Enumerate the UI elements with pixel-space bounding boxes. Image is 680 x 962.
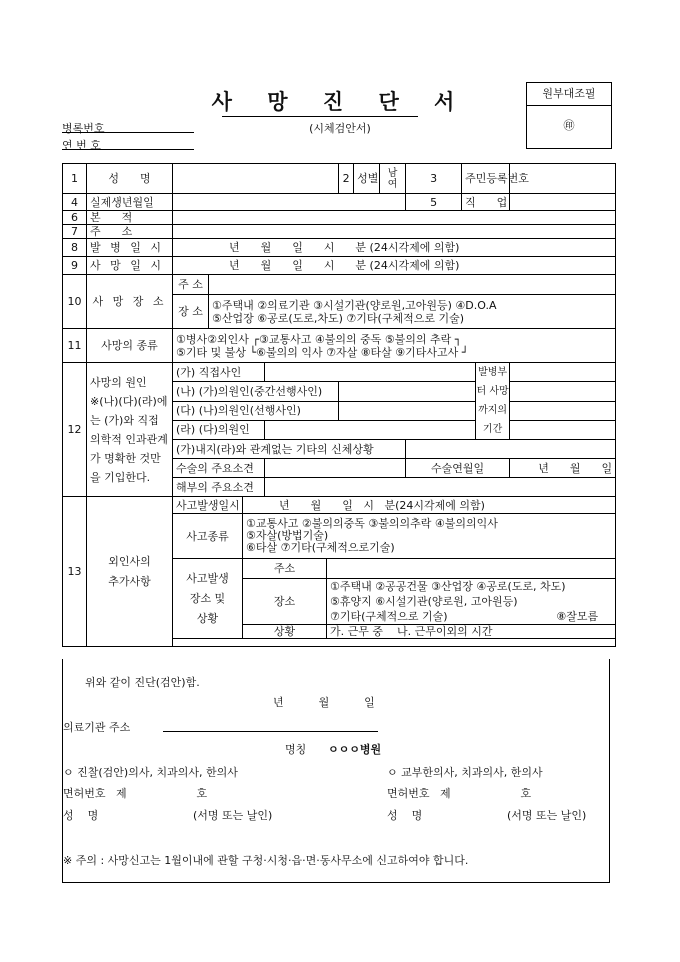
accident-place-label: 사고발생 장소 및 상황 bbox=[173, 559, 243, 639]
cause-c-label: (다) (나)의원인(선행사인) bbox=[173, 401, 339, 420]
accident-site-label: 장소 bbox=[243, 579, 327, 625]
domicile-label: 본 적 bbox=[87, 211, 173, 225]
accident-site-unknown: ⑧잘모름 bbox=[556, 610, 599, 623]
row-13-bottom-spacer bbox=[173, 639, 616, 647]
sex-label: 성별 bbox=[354, 164, 380, 194]
death-place-options-line2: ⑤산업장 ⑥공로(도로,차도) ⑦기타(구체적으로 기술) bbox=[212, 311, 465, 325]
cause-b-label: (나) (가)의원인(중간선행사인) bbox=[173, 382, 339, 401]
onset-to-death-label: 발병부터 사망까지의 기간 bbox=[476, 363, 510, 440]
cause-of-death-instructions: 사망의 원인 ※(나)(다)(라)에는 (가)와 직접 의학적 인과관계가 명확한 것만을 기입한다. bbox=[87, 363, 173, 497]
cause-b-duration[interactable] bbox=[510, 382, 616, 401]
examining-license-number[interactable]: 면허번호 제 호 bbox=[63, 787, 208, 800]
accident-kind-label: 사고종류 bbox=[173, 514, 243, 559]
row-4-number: 4 bbox=[63, 194, 87, 211]
hospital-name: ㅇㅇㅇ병원 bbox=[328, 743, 382, 756]
cause-d-duration[interactable] bbox=[510, 420, 616, 439]
address-field[interactable] bbox=[173, 225, 616, 239]
row-5-number: 5 bbox=[406, 194, 462, 211]
cause-a-label: (가) 직접사인 bbox=[173, 363, 265, 382]
sex-field[interactable] bbox=[380, 164, 406, 194]
register-number-label: 병록번호 bbox=[62, 122, 105, 135]
address-label: 주 소 bbox=[87, 225, 173, 239]
death-type-options[interactable] bbox=[173, 329, 616, 363]
accident-situation-field[interactable]: 가. 근무 중 나. 근무이외의 시간 bbox=[327, 625, 616, 639]
institution-name-label: 명칭 bbox=[285, 743, 307, 756]
accident-kind-line1: ①교통사고 ②불의의중독 ③불의의추락 ④불의의익사 bbox=[246, 517, 498, 530]
examining-name-label: 성 명 bbox=[63, 809, 99, 822]
other-conditions-label: (가)내지(라)와 관계없는 기타의 신체상황 bbox=[173, 440, 406, 459]
accident-datetime-field[interactable]: 년 월 일 시 분(24시각제에 의함) bbox=[243, 497, 616, 514]
accident-site-line2: ⑤휴양지 ⑥시설기관(양로원, 고아원등) bbox=[330, 595, 518, 608]
death-place-type-label: 장 소 bbox=[173, 295, 209, 329]
death-place-address-label: 주 소 bbox=[173, 275, 209, 295]
accident-kind-line2: ⑤자살(방법기술) bbox=[246, 529, 329, 542]
cause-d-field[interactable] bbox=[265, 420, 476, 439]
cause-a-field[interactable] bbox=[265, 363, 476, 382]
external-cause-label: 외인사의 추가사항 bbox=[87, 497, 173, 647]
verification-stamp-box bbox=[526, 82, 612, 149]
death-certificate-table bbox=[62, 163, 616, 647]
institution-address-line[interactable] bbox=[163, 731, 378, 732]
form-title: 사 망 진 단 서 bbox=[211, 89, 469, 114]
surgery-findings-field[interactable] bbox=[265, 459, 406, 478]
row-2-number: 2 bbox=[339, 164, 354, 194]
accident-situation-label: 상황 bbox=[243, 625, 327, 639]
sex-male[interactable]: 남 bbox=[387, 167, 398, 179]
cause-d-label: (라) (다)의원인 bbox=[173, 420, 265, 439]
certification-statement: 위와 같이 진단(검안)함. bbox=[85, 676, 200, 689]
name-label: 성 명 bbox=[87, 164, 173, 194]
row-6-number: 6 bbox=[63, 211, 87, 225]
death-type-line2: ⑤기타 및 불상 └⑥불의의 익사 ⑦자살 ⑧타살 ⑨기타사고사 ┘ bbox=[176, 345, 469, 359]
form-subtitle: (시체검안서) bbox=[309, 122, 371, 135]
birth-date-field[interactable] bbox=[173, 194, 406, 211]
cause-c-duration[interactable] bbox=[510, 401, 616, 420]
issuing-doctor-label: ㅇ 교부한의사, 치과의사, 한의사 bbox=[387, 766, 543, 779]
death-place-address-field[interactable] bbox=[209, 275, 616, 295]
autopsy-findings-label: 해부의 주요소견 bbox=[173, 478, 265, 497]
death-datetime-label: 사 망 일 시 bbox=[87, 257, 173, 275]
accident-address-label: 주소 bbox=[243, 559, 327, 579]
rrn-label: 주민등록번호 bbox=[462, 164, 510, 194]
death-type-label: 사망의 종류 bbox=[87, 329, 173, 363]
surgery-date-field[interactable]: 년 월 일 bbox=[510, 459, 616, 478]
examining-signature[interactable]: (서명 또는 날인) bbox=[193, 809, 273, 822]
issuing-license-number[interactable]: 면허번호 제 호 bbox=[387, 787, 532, 800]
issuing-signature[interactable]: (서명 또는 날인) bbox=[507, 809, 587, 822]
occupation-label: 직 업 bbox=[462, 194, 510, 211]
occupation-field[interactable] bbox=[510, 194, 616, 211]
death-place-options-line1: ①주택내 ②의료기관 ③시설기관(양로원,고아원등) ④D.O.A bbox=[212, 298, 497, 312]
issuing-name-label: 성 명 bbox=[387, 809, 423, 822]
cause-b-field[interactable] bbox=[339, 382, 476, 401]
row-1-number: 1 bbox=[63, 164, 87, 194]
accident-site-line1: ①주택내 ②공공건물 ③산업장 ④공로(도로, 차도) bbox=[330, 580, 566, 593]
name-field[interactable] bbox=[173, 164, 339, 194]
accident-site-other: ⑦기타(구체적으로 기술) bbox=[330, 610, 448, 623]
row-11-number: 11 bbox=[63, 329, 87, 363]
death-datetime-field[interactable]: 년 월 일 시 분 (24시각제에 의함) bbox=[173, 257, 616, 275]
institution-address-label: 의료기관 주소 bbox=[63, 721, 131, 734]
cause-c-field[interactable] bbox=[339, 401, 476, 420]
stamp-label: 원부대조필 bbox=[527, 83, 611, 106]
row-3-number: 3 bbox=[406, 164, 462, 194]
serial-number-label: 연 번 호 bbox=[62, 139, 101, 152]
autopsy-findings-field[interactable] bbox=[265, 478, 616, 497]
accident-kind-options[interactable] bbox=[243, 514, 616, 559]
serial-number-line[interactable] bbox=[62, 149, 194, 150]
title-rule bbox=[222, 116, 418, 117]
filing-notice: ※ 주의 : 사망신고는 1월이내에 관할 구청·시청·읍·면·동사무소에 신고하여야 합니다. bbox=[63, 854, 469, 867]
seal-mark: ㊞ bbox=[563, 119, 575, 132]
cause-a-duration[interactable] bbox=[510, 363, 616, 382]
surgery-findings-label: 수술의 주요소견 bbox=[173, 459, 265, 478]
register-number-line[interactable] bbox=[62, 132, 194, 133]
onset-datetime-field[interactable]: 년 월 일 시 분 (24시각제에 의함) bbox=[173, 239, 616, 257]
accident-address-field[interactable] bbox=[327, 559, 616, 579]
birth-date-label: 실제생년월일 bbox=[87, 194, 173, 211]
death-place-options[interactable] bbox=[209, 295, 616, 329]
surgery-date-label: 수술연월일 bbox=[406, 459, 510, 478]
accident-kind-line3: ⑥타살 ⑦기타(구체적으로기술) bbox=[246, 541, 395, 554]
accident-site-line3 bbox=[330, 609, 612, 624]
row-12-number: 12 bbox=[63, 363, 87, 497]
death-type-line1: ①병사②외인사 ┌③교통사고 ④불의의 중독 ⑤불의의 추락 ┐ bbox=[176, 332, 462, 346]
accident-site-options[interactable] bbox=[327, 579, 616, 625]
certification-footer bbox=[62, 659, 610, 883]
other-conditions-field[interactable] bbox=[406, 440, 616, 459]
row-7-number: 7 bbox=[63, 225, 87, 239]
onset-datetime-label: 발 병 일 시 bbox=[87, 239, 173, 257]
examining-doctor-label: ㅇ 진찰(검안)의사, 치과의사, 한의사 bbox=[63, 766, 238, 779]
domicile-field[interactable] bbox=[173, 211, 616, 225]
certification-date[interactable]: 년 월 일 bbox=[273, 696, 375, 709]
row-13-number: 13 bbox=[63, 497, 87, 647]
accident-datetime-label: 사고발생일시 bbox=[173, 497, 243, 514]
row-9-number: 9 bbox=[63, 257, 87, 275]
row-8-number: 8 bbox=[63, 239, 87, 257]
row-10-number: 10 bbox=[63, 275, 87, 329]
sex-female[interactable]: 여 bbox=[387, 178, 398, 190]
death-place-label: 사 망 장 소 bbox=[87, 275, 173, 329]
